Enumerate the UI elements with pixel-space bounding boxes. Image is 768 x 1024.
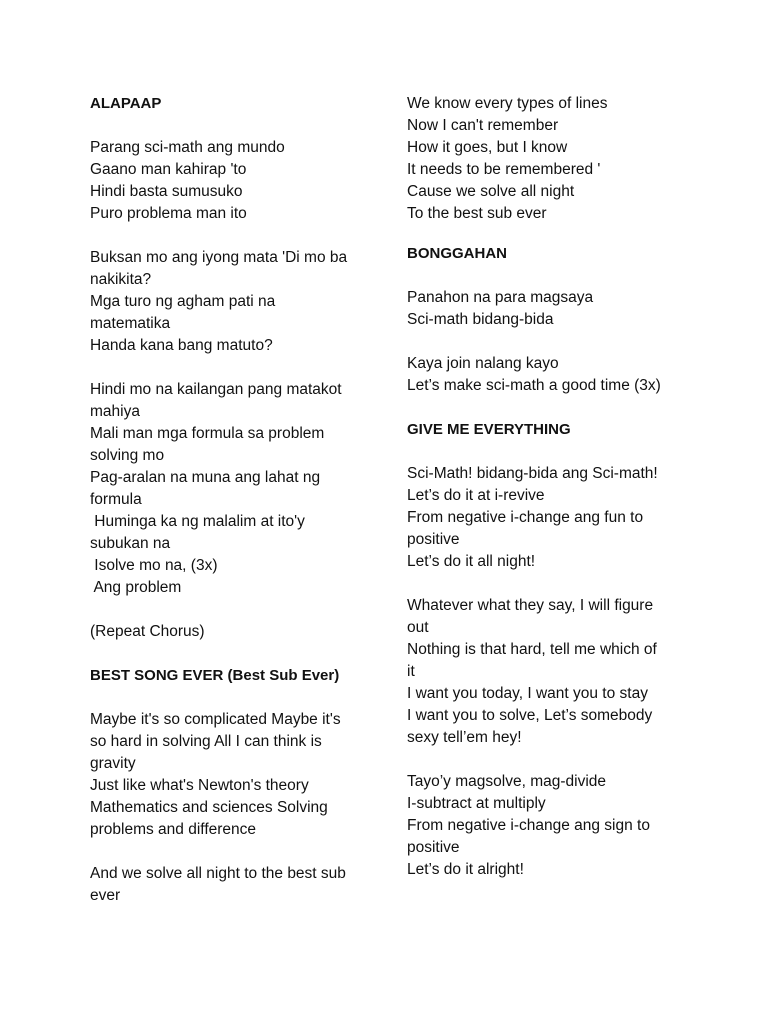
lyric-line: Mathematics and sciences Solving	[90, 799, 328, 816]
spacer	[407, 265, 692, 287]
lyric-line: From negative i-change ang fun to	[407, 509, 644, 526]
lyric-line: Just like what's Newton's theory	[90, 777, 309, 794]
lyric-line: sexy tell’em hey!	[407, 729, 522, 746]
spacer	[90, 841, 370, 863]
left-column	[90, 93, 370, 907]
spacer	[407, 441, 692, 463]
lyric-line: out	[407, 619, 429, 636]
lyrics-stanza	[90, 621, 370, 643]
lyric-line: Maybe it's so complicated Maybe it's	[90, 711, 341, 728]
lyric-line: Nothing is that hard, tell me which of	[407, 641, 657, 658]
lyric-line: Buksan mo ang iyong mata 'Di mo ba	[90, 249, 348, 266]
lyric-line: (Repeat Chorus)	[90, 623, 205, 640]
right-column	[407, 93, 692, 881]
spacer	[90, 357, 370, 379]
lyric-line: ever	[90, 887, 121, 904]
lyric-line: it	[407, 663, 415, 680]
lyric-line: Let’s do it all night!	[407, 553, 536, 570]
lyric-line: Parang sci-math ang mundo	[90, 139, 285, 156]
spacer	[90, 599, 370, 621]
lyric-line: Sci-math bidang-bida	[407, 311, 554, 328]
lyric-line: And we solve all night to the best sub	[90, 865, 346, 882]
lyric-line: formula	[90, 491, 142, 508]
lyric-line: Handa kana bang matuto?	[90, 337, 273, 354]
lyric-line: Huminga ka ng malalim at ito'y	[90, 513, 305, 530]
spacer	[407, 225, 692, 243]
lyric-line: We know every types of lines	[407, 95, 608, 112]
lyric-line: Mali man mga formula sa problem	[90, 425, 325, 442]
lyric-line: problems and difference	[90, 821, 257, 838]
spacer	[90, 687, 370, 709]
lyric-line: Let’s make sci-math a good time (3x)	[407, 377, 661, 394]
spacer	[407, 397, 692, 419]
lyric-line: matematika	[90, 315, 171, 332]
lyrics-stanza	[90, 709, 370, 841]
lyric-line: Sci-Math! bidang-bida ang Sci-math!	[407, 465, 658, 482]
lyric-line: Tayo’y magsolve, mag-divide	[407, 773, 607, 790]
spacer	[90, 115, 370, 137]
lyrics-stanza	[407, 353, 692, 397]
lyric-line: To the best sub ever	[407, 205, 547, 222]
lyrics-stanza	[407, 93, 692, 225]
lyric-line: gravity	[90, 755, 136, 772]
song-title-best-song-ever: BEST SONG EVER (Best Sub Ever)	[90, 667, 340, 684]
lyrics-stanza	[90, 379, 370, 599]
lyrics-stanza	[407, 771, 692, 881]
lyric-line: mahiya	[90, 403, 140, 420]
lyric-line: I want you today, I want you to stay	[407, 685, 648, 702]
lyric-line: Let’s do it alright!	[407, 861, 524, 878]
lyric-line: How it goes, but I know	[407, 139, 568, 156]
lyric-line: Panahon na para magsaya	[407, 289, 594, 306]
lyric-line: Pag-aralan na muna ang lahat ng	[90, 469, 321, 486]
lyric-line: Puro problema man ito	[90, 205, 247, 222]
song-title-bonggahan: BONGGAHAN	[407, 245, 507, 262]
lyric-line: Whatever what they say, I will figure	[407, 597, 654, 614]
spacer	[407, 331, 692, 353]
lyric-line: It needs to be remembered '	[407, 161, 601, 178]
lyric-line: Ang problem	[90, 579, 182, 596]
lyric-line: Let’s do it at i-revive	[407, 487, 545, 504]
lyric-line: Isolve mo na, (3x)	[90, 557, 218, 574]
lyric-line: solving mo	[90, 447, 165, 464]
lyric-line: positive	[407, 531, 460, 548]
lyric-line: Hindi mo na kailangan pang matakot	[90, 381, 342, 398]
lyric-line: Now I can't remember	[407, 117, 559, 134]
spacer	[90, 643, 370, 665]
song-title-give-me-everything: GIVE ME EVERYTHING	[407, 421, 571, 438]
spacer	[407, 573, 692, 595]
lyrics-stanza	[407, 463, 692, 573]
lyric-line: Cause we solve all night	[407, 183, 575, 200]
lyrics-stanza	[90, 863, 370, 907]
song-title-alapaap: ALAPAAP	[90, 95, 162, 112]
lyric-line: nakikita?	[90, 271, 152, 288]
lyric-line: Gaano man kahirap 'to	[90, 161, 247, 178]
lyric-line: Kaya join nalang kayo	[407, 355, 559, 372]
lyric-line: From negative i-change ang sign to	[407, 817, 650, 834]
lyrics-stanza	[407, 287, 692, 331]
lyrics-stanza	[90, 247, 370, 357]
lyric-line: subukan na	[90, 535, 171, 552]
lyric-line: I want you to solve, Let’s somebody	[407, 707, 653, 724]
lyrics-stanza	[90, 137, 370, 225]
lyric-line: so hard in solving All I can think is	[90, 733, 322, 750]
lyric-line: Hindi basta sumusuko	[90, 183, 243, 200]
spacer	[407, 749, 692, 771]
lyric-line: I-subtract at multiply	[407, 795, 546, 812]
lyrics-stanza	[407, 595, 692, 749]
spacer	[90, 225, 370, 247]
lyric-line: positive	[407, 839, 460, 856]
lyric-line: Mga turo ng agham pati na	[90, 293, 276, 310]
